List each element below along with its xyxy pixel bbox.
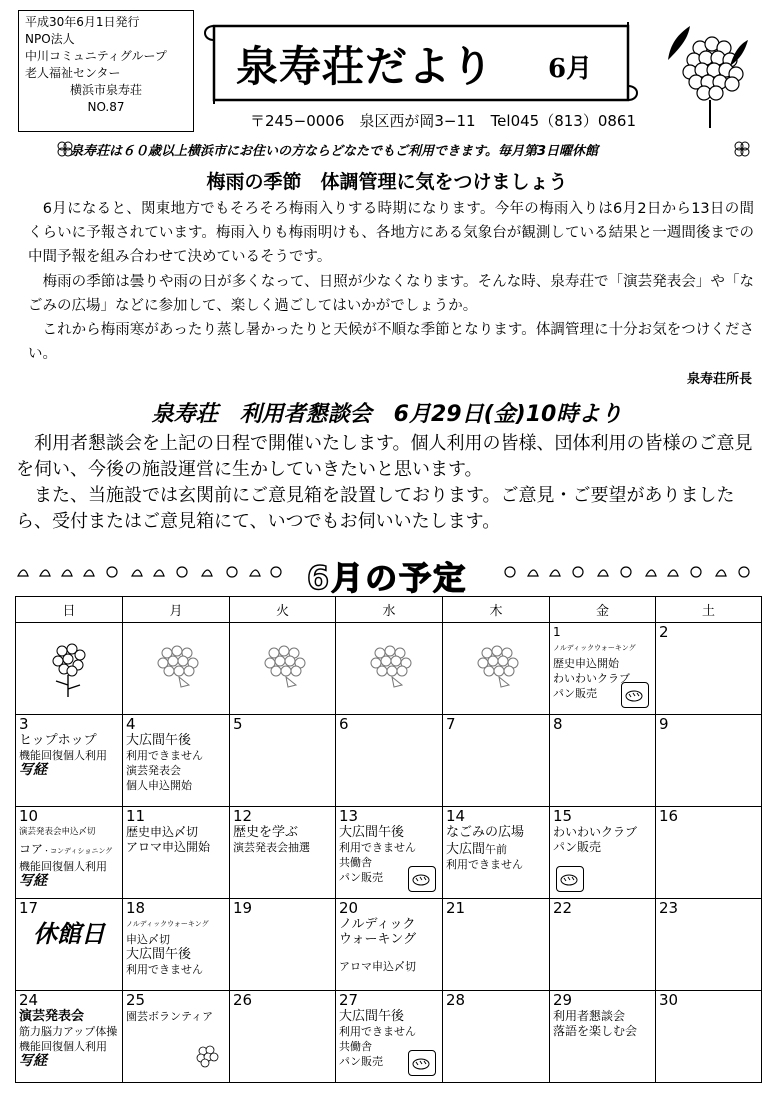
hydrangea-icon	[153, 639, 203, 689]
day-number: 18	[126, 899, 146, 917]
calendar-day-27	[336, 991, 443, 1083]
calendar-day-24	[16, 991, 123, 1083]
calendar-day-22	[550, 899, 656, 991]
event: ノルディックウォーキング	[553, 644, 636, 652]
day-number: 2	[659, 623, 669, 641]
event: 大広間午後	[339, 825, 405, 840]
event: パン販売	[339, 871, 383, 884]
calendar-header-row	[16, 597, 762, 623]
day-number: 22	[553, 899, 573, 917]
event: 個人申込開始	[126, 779, 192, 792]
event-text: 大広間	[446, 842, 486, 857]
hydrangea-icon	[46, 639, 94, 699]
issue-number: NO.87	[87, 100, 125, 114]
issue-org-center: 老人福祉センター	[25, 66, 121, 80]
calendar-day-19	[230, 899, 336, 991]
calendar-day-30	[656, 991, 762, 1083]
calendar-day-8	[550, 715, 656, 807]
calendar-day-21	[443, 899, 550, 991]
calendar-day-3	[16, 715, 123, 807]
day-number: 8	[553, 715, 563, 733]
meeting-text: 利用者懇談会を上記の日程で開催いたします。個人利用の皆様、団体利用の皆様のご意見を伺い、今後の施設運営に生かしていきたいと思います。	[16, 433, 753, 480]
address-line: 〒245−0006 泉区西が岡3−11 Tel045（813）0861	[250, 112, 637, 130]
calendar-day-2	[656, 623, 762, 715]
calendar-day-25	[123, 991, 230, 1083]
day-number: 30	[659, 991, 679, 1009]
day-number: 1	[553, 625, 561, 639]
closed-day-label: 休館日	[33, 920, 105, 948]
calendar-day-5	[230, 715, 336, 807]
event: 演芸発表会抽選	[233, 841, 310, 854]
calendar-day-6	[336, 715, 443, 807]
calendar-day-15	[550, 807, 656, 899]
calendar-week	[16, 715, 762, 807]
calendar-empty-cell	[443, 623, 550, 715]
calendar-empty-cell	[16, 623, 123, 715]
calendar-day-1	[550, 623, 656, 715]
article-text: 梅雨の季節は曇りや雨の日が多くなって、日照が少なくなります。そんな時、泉寿荘で「演芸発表会」や「なごみの広場」などに参加して、楽しく過ごしてはいかがでしょうか。	[28, 274, 755, 314]
event-text: 午前	[485, 843, 508, 856]
newsletter-title: 泉寿荘だより	[236, 42, 495, 91]
event: 落語を楽しむ会	[553, 1024, 638, 1038]
day-number: 25	[126, 991, 146, 1009]
event: 共働舎	[339, 856, 372, 869]
event: わいわいクラブ	[553, 825, 638, 839]
article-text: 6月になると、関東地方でもそろそろ梅雨入りする時期になります。今年の梅雨入りは6月2日から13日の間くらいに予報されています。梅雨入りも梅雨明けも、各地方にある気象台が観測している結果と一週間後までの中間予報を組み合わせて決めているそうです。	[28, 201, 755, 265]
weekday-header: 木	[443, 597, 550, 623]
weekday-header: 金	[550, 597, 656, 623]
day-number: 7	[446, 715, 456, 733]
event: ヒップホップ	[19, 733, 97, 748]
calendar-day-11	[123, 807, 230, 899]
day-number: 19	[233, 899, 253, 917]
meeting-text: また、当施設では玄関前にご意見箱を設置しております。ご意見・ご要望がありましたら、受付またはご意見箱にて、いつでもお伺いいたします。	[16, 485, 735, 532]
meeting-heading: 泉寿荘 利用者懇談会 6月29日(金)10時より	[151, 402, 623, 427]
day-number: 3	[19, 715, 29, 733]
calendar-day-10	[16, 807, 123, 899]
event: 写経	[19, 762, 47, 778]
calendar-table	[15, 596, 762, 1083]
event: 機能回復個人利用	[19, 749, 107, 762]
event	[19, 840, 119, 859]
calendar-day-23	[656, 899, 762, 991]
calendar-day-18	[123, 899, 230, 991]
weekday-header: 日	[16, 597, 123, 623]
day-number: 20	[339, 899, 359, 917]
event: アロマ申込〆切	[339, 960, 416, 973]
clover-icon	[733, 140, 751, 158]
calendar-day-12	[230, 807, 336, 899]
issue-info-box	[18, 10, 194, 132]
event: アロマ申込開始	[126, 840, 211, 854]
snail-border-icon	[500, 560, 762, 580]
event: ウォーキング	[339, 932, 417, 947]
event: 歴史申込〆切	[126, 825, 199, 839]
calendar-empty-cell	[123, 623, 230, 715]
event: 利用者懇談会	[553, 1009, 626, 1023]
day-number: 12	[233, 807, 253, 825]
day-number: 4	[126, 715, 136, 733]
calendar-empty-cell	[336, 623, 443, 715]
calendar-day-14	[443, 807, 550, 899]
article-paragraph	[28, 318, 754, 366]
calendar-day-29	[550, 991, 656, 1083]
event: パン販売	[553, 840, 602, 854]
event: 大広間午後	[126, 947, 192, 962]
event: 大広間午後	[126, 733, 192, 748]
event-text: ・コンディショニング	[43, 847, 113, 855]
bread-icon	[621, 682, 649, 708]
facility-notice: 泉寿荘は６０歳以上横浜市にお住いの方ならどなたでもご利用できます。毎月第3日曜休館	[70, 144, 599, 159]
day-number: 14	[446, 807, 466, 825]
event: 演芸発表会	[126, 764, 181, 777]
event: ノルディックウォーキング	[126, 920, 209, 928]
event: 園芸ボランティア	[126, 1010, 214, 1023]
issue-date: 平成30年6月1日発行	[25, 15, 140, 29]
day-number: 5	[233, 715, 243, 733]
hydrangea-icon	[660, 20, 760, 130]
event: 写経	[19, 1053, 47, 1069]
event: 機能回復個人利用	[19, 860, 107, 873]
event: 歴史を学ぶ	[233, 825, 299, 840]
issue-org-npo: NPO法人	[25, 32, 75, 46]
bread-icon	[408, 866, 436, 892]
calendar-day-13	[336, 807, 443, 899]
calendar-day-26	[230, 991, 336, 1083]
hydrangea-icon	[366, 639, 416, 689]
calendar-empty-cell	[230, 623, 336, 715]
bread-icon	[556, 866, 584, 892]
article-paragraph	[28, 270, 754, 318]
day-number: 27	[339, 991, 359, 1009]
event: 共働舎	[339, 1040, 372, 1053]
event-text: コア	[19, 842, 44, 856]
weekday-header: 水	[336, 597, 443, 623]
event: 利用できません	[126, 963, 203, 976]
day-number: 23	[659, 899, 679, 917]
bread-icon	[408, 1050, 436, 1076]
article-text: これから梅雨寒があったり蒸し暑かったりと天候が不順な季節となります。体調管理に十分お気をつけください。	[28, 322, 754, 362]
issue-org-facility: 横浜市泉寿荘	[69, 83, 142, 97]
event: 大広間午後	[339, 1009, 405, 1024]
weekday-header: 月	[123, 597, 230, 623]
hydrangea-icon	[260, 639, 310, 689]
day-number: 17	[19, 899, 39, 917]
calendar-day-4	[123, 715, 230, 807]
event: 写経	[19, 873, 47, 889]
weekday-header: 火	[230, 597, 336, 623]
calendar-week	[16, 991, 762, 1083]
calendar-day-17	[16, 899, 123, 991]
event: 筋力脳力アップ体操	[19, 1025, 118, 1038]
meeting-paragraph	[16, 483, 758, 535]
day-number: 15	[553, 807, 573, 825]
calendar-day-28	[443, 991, 550, 1083]
day-number: 26	[233, 991, 253, 1009]
june-calendar	[15, 596, 761, 1083]
day-number: 6	[339, 715, 349, 733]
event: ノルディック	[339, 917, 416, 932]
calendar-day-16	[656, 807, 762, 899]
article-paragraph	[28, 197, 754, 269]
event: パン販売	[339, 1055, 383, 1068]
day-number: 11	[126, 807, 146, 825]
day-number: 21	[446, 899, 466, 917]
event: 利用できません	[446, 858, 523, 871]
day-number: 10	[19, 807, 39, 825]
calendar-week	[16, 899, 762, 991]
day-number: 13	[339, 807, 359, 825]
event: 演芸発表会申込〆切	[19, 827, 96, 837]
event: パン販売	[553, 687, 597, 700]
article-heading: 梅雨の季節 体調管理に気をつけましょう	[206, 171, 568, 193]
day-number: 29	[553, 991, 573, 1009]
event: 機能回復個人利用	[19, 1040, 107, 1053]
event: 利用できません	[126, 749, 203, 762]
hydrangea-icon	[473, 639, 523, 689]
day-number: 24	[19, 991, 39, 1009]
event: わいわいクラブ	[553, 672, 630, 685]
calendar-day-9	[656, 715, 762, 807]
day-number: 16	[659, 807, 679, 825]
event	[446, 840, 546, 857]
calendar-day-20	[336, 899, 443, 991]
day-number: 9	[659, 715, 669, 733]
calendar-week	[16, 623, 762, 715]
newsletter-month: 6月	[548, 54, 593, 84]
meeting-paragraph	[16, 431, 758, 483]
article-signoff: 泉寿荘所長	[686, 372, 752, 387]
schedule-heading: 6月の予定	[306, 559, 468, 597]
day-number: 28	[446, 991, 466, 1009]
calendar-day-7	[443, 715, 550, 807]
event: 演芸発表会	[19, 1009, 85, 1024]
calendar-week	[16, 807, 762, 899]
event: 利用できません	[339, 1025, 416, 1038]
issue-org-group: 中川コミュニティグループ	[25, 49, 167, 63]
event: 利用できません	[339, 841, 416, 854]
event: 歴史申込開始	[553, 657, 619, 670]
event: なごみの広場	[446, 825, 525, 840]
flower-icon	[193, 1041, 221, 1071]
weekday-header: 土	[656, 597, 762, 623]
event: 申込〆切	[126, 933, 170, 946]
